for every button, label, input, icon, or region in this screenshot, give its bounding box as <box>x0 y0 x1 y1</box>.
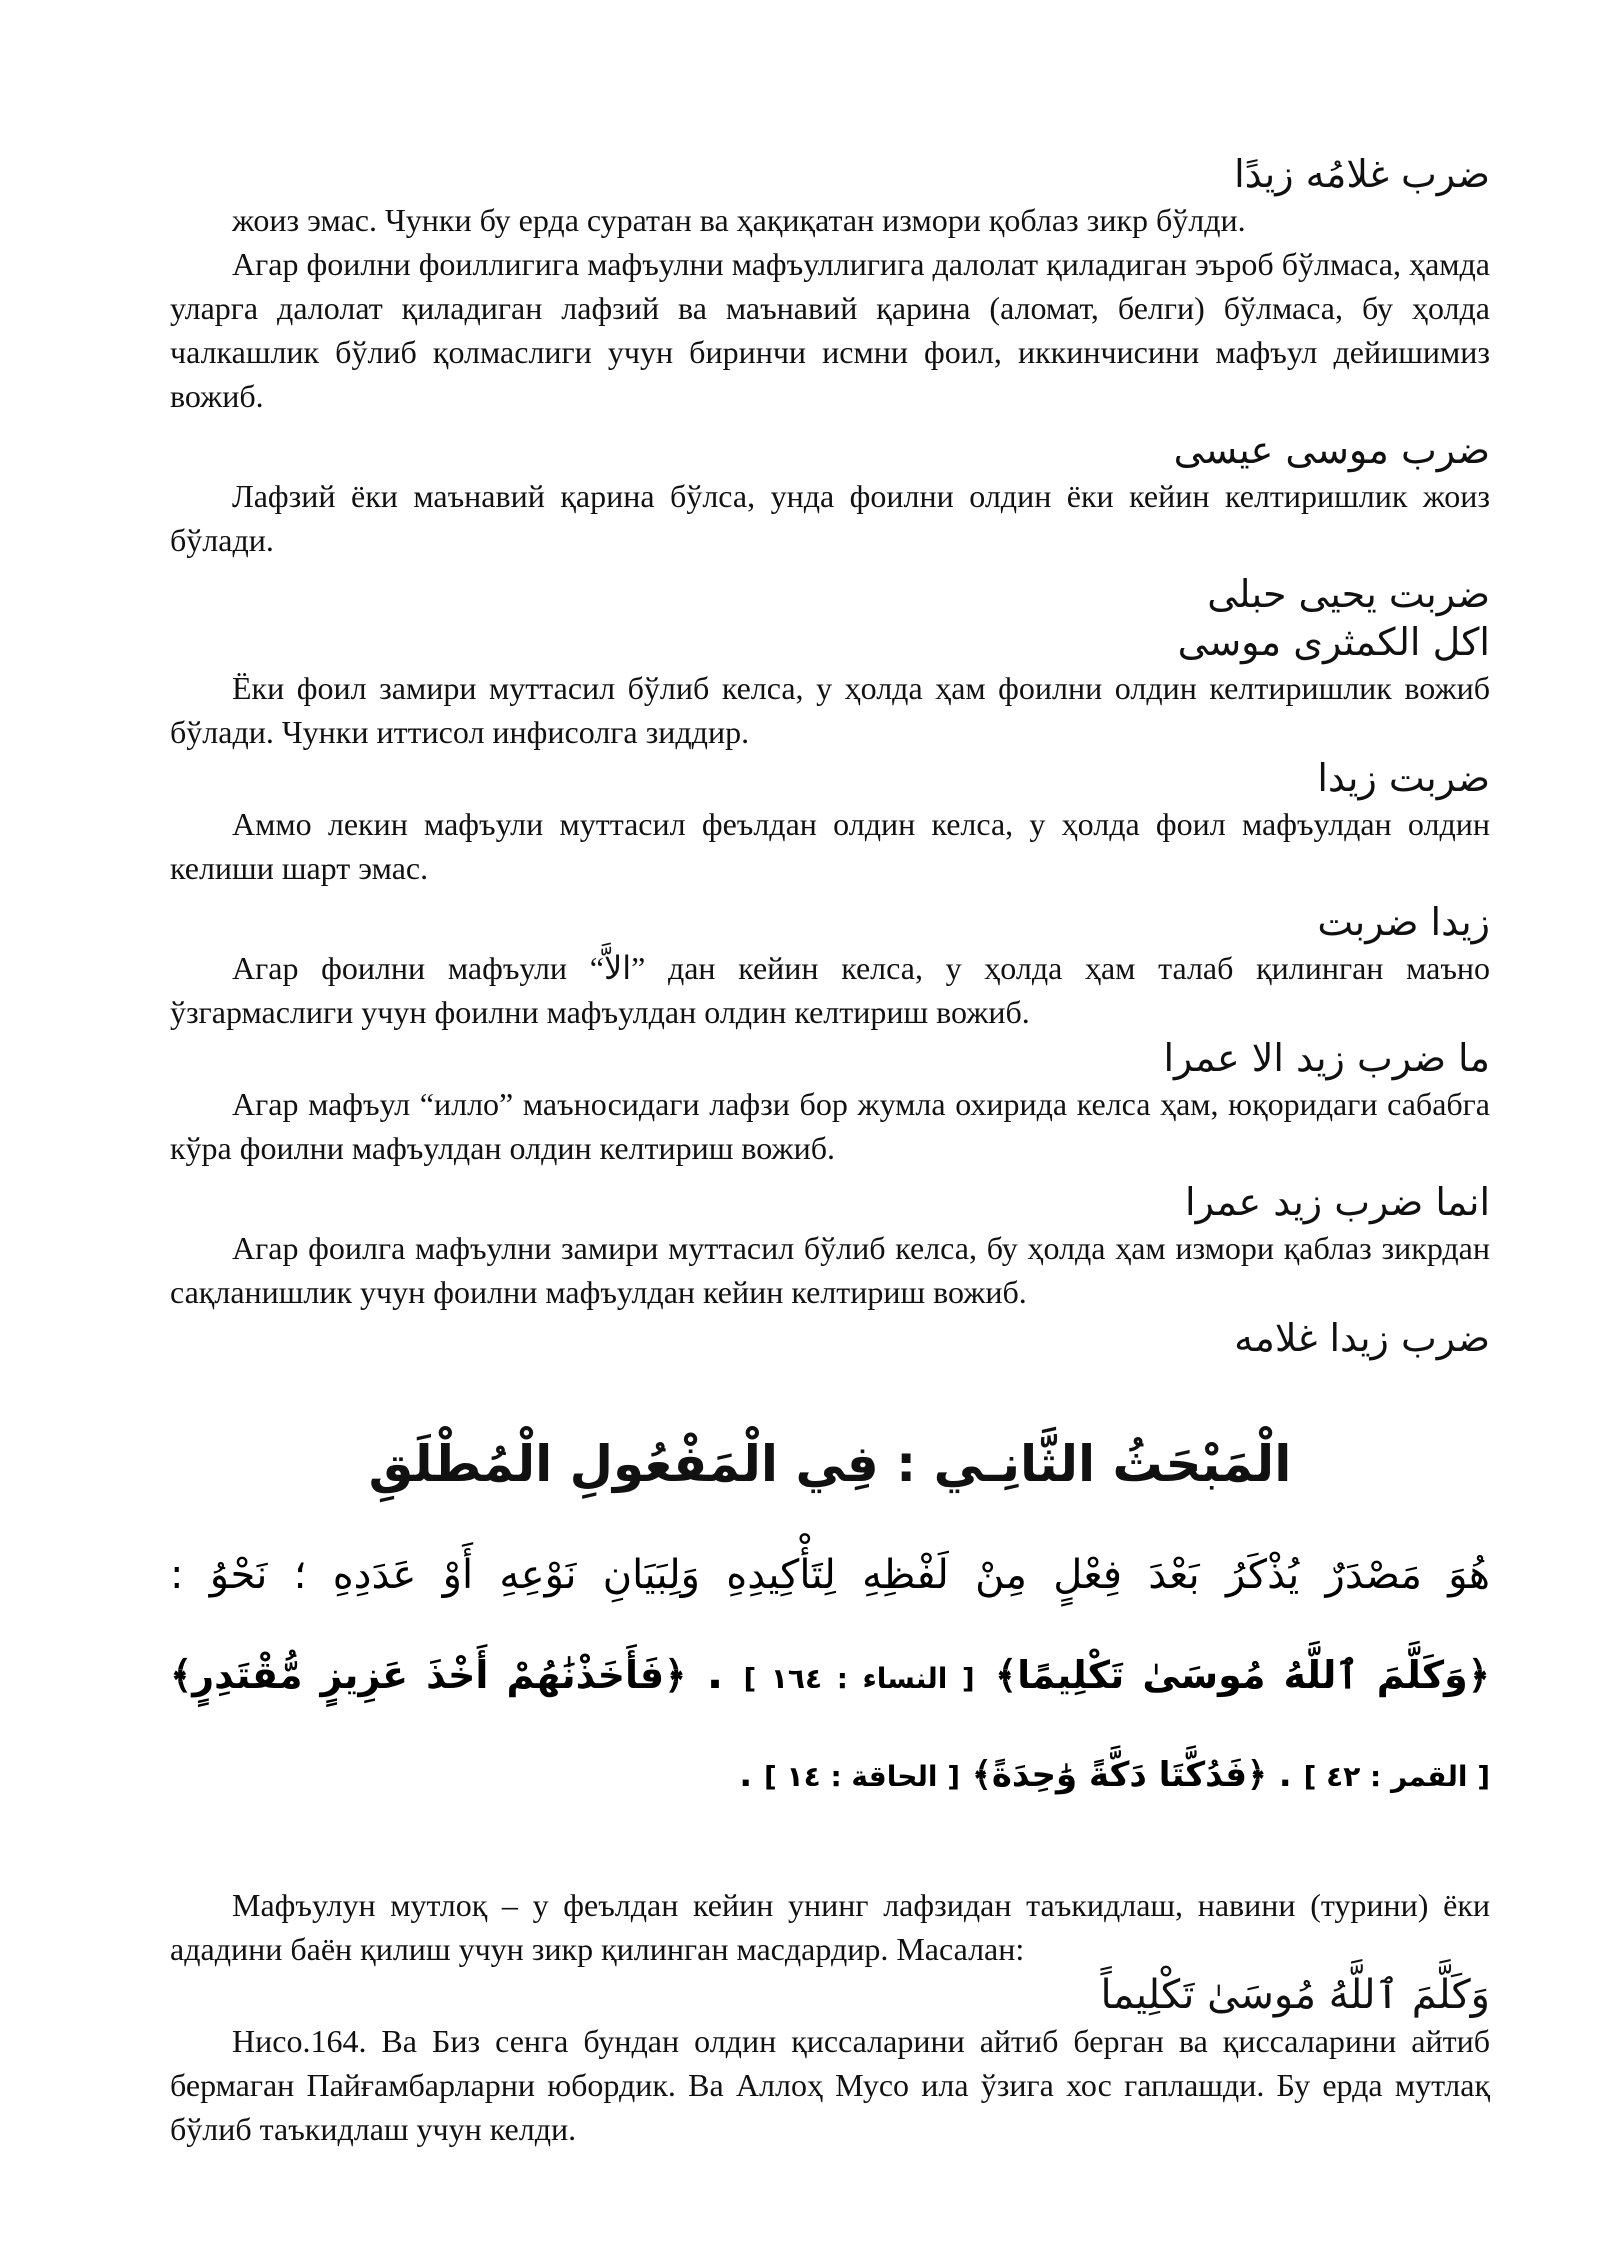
paragraph: Аммо лекин мафъули муттасил феълдан олдин келса, у ҳолда фоил мафъулдан олдин келиши шарт эмас. <box>170 806 1490 886</box>
arabic-example: ضربت زيدا <box>1317 756 1490 800</box>
arabic-example: زيدا ضربت <box>1317 900 1490 944</box>
paragraph-text: ” дан кейин келса, у ҳолда ҳам талаб қилинган маъно ўзгармаслиги учун фоилни мафъулдан олдин келтириш вожиб. <box>170 950 1491 1030</box>
section-heading: الْمَبْحَثُ الثَّانِـي : فِي الْمَفْعُولِ الْمُطْلَقِ <box>368 1435 1292 1493</box>
arabic-inline-illa: الاَّ <box>603 949 632 987</box>
quran-verse: ﴿فَأَخَذْنَٰهُمْ أَخْذَ عَزِيزٍ مُّقْتَدِرٍ﴾ <box>170 1653 687 1697</box>
paragraph: Агар мафъул “илло” маъносидаги лафзи бор жумла охирида келса ҳам, юқоридаги сабабга кўра фоилни мафъулдан олдин келтириш вожиб. <box>170 1086 1490 1166</box>
paragraph: Агар фоилни фоиллигига мафъулни мафъуллигига далолат қиладиган эъроб бўлмаса, ҳамда уларга далолат қиладиган лафзий ва маънавий қарина (аломат, белги) бўлмаса, бу ҳолда чалкашлик бўлиб қолмаслиги учун биринчи исмни фоил, иккинчисини мафъул дейишимиз вожиб. <box>170 246 1490 414</box>
scanned-arabic-excerpt <box>170 1424 1490 1815</box>
paragraph: Лафзий ёки маънавий қарина бўлса, унда фоилни олдин ёки кейин келтиришлик жоиз бўлади. <box>170 478 1490 558</box>
quran-examples-line: ﴿وَكَلَّمَ ٱللَّهُ مُوسَىٰ تَكْلِيمًا﴾ [ النساء : ١٦٤ ] . ﴿فَأَخَذْنَٰهُمْ أَخْذَ عَزِيزٍ مُّقْتَدِرٍ﴾ <box>170 1648 1490 1699</box>
quran-verse: ﴿وَكَلَّمَ ٱللَّهُ مُوسَىٰ تَكْلِيمًا﴾ <box>994 1653 1490 1697</box>
verse-reference: [ القمر : ٤٢ ] <box>1303 1760 1490 1793</box>
paragraph: Агар фоилга мафъулни замири муттасил бўлиб келса, бу ҳолда ҳам измори қаблаз зикрдан сақланишлик учун фоилни мафъулдан кейин келтириш вожиб. <box>170 1230 1490 1310</box>
arabic-example: اكل الكمثرى موسى <box>1177 620 1490 664</box>
arabic-example: ضرب غلامُه زيدًا <box>1234 152 1490 196</box>
paragraph: Ёки фоил замири муттасил бўлиб келса, у ҳолда ҳам фоилни олдин келтиришлик вожиб бўлади. Чунки иттисол инфисолга зиддир. <box>170 670 1490 750</box>
paragraph <box>170 946 1490 1034</box>
verse-reference: [ الحاقة : ١٤ ] <box>763 1760 961 1793</box>
quran-verse: ﴿فَدُكَّتَا دَكَّةً وَٰحِدَةً﴾ <box>971 1755 1267 1795</box>
paragraph: Мафъулун мутлоқ – у феълдан кейин унинг лафзидан таъкидлаш, навини (турини) ёки ададини баён қилиш учун зикр қилинган масдардир. Масалан: <box>170 1887 1490 1967</box>
arabic-example: ضرب زيدا غلامه <box>1234 1316 1490 1360</box>
arabic-example: ما ضرب زيد الا عمرا <box>1163 1036 1490 1080</box>
arabic-example: انما ضرب زيد عمرا <box>1185 1180 1490 1224</box>
arabic-example: ضربت يحيى حبلى <box>1207 572 1490 616</box>
paragraph-text: Агар фоилни мафъули “ <box>232 950 604 986</box>
document-page <box>170 150 1490 2151</box>
definition-line: هُوَ مَصْدَرٌ يُذْكَرُ بَعْدَ فِعْلٍ مِنْ لَفْظِهِ لِتَأْكِيدِهِ وَلِبَيَانِ نَوْعِهِ أَوْ عَدَدِهِ ؛ نَحْوُ : <box>170 1552 1490 1598</box>
arabic-example: ضرب موسى عيسى <box>1173 428 1490 472</box>
quran-examples-line: [ القمر : ٤٢ ] . ﴿فَدُكَّتَا دَكَّةً وَٰحِدَةً﴾ [ الحاقة : ١٤ ] . <box>739 1755 1490 1795</box>
verse-reference: [ النساء : ١٦٤ ] <box>743 1662 975 1695</box>
paragraph: жоиз эмас. Чунки бу ерда суратан ва ҳақиқатан измори қоблаз зикр бўлди. <box>232 202 1246 238</box>
arabic-quran-example: وَكَلَّمَ ٱللَّهُ مُوسَىٰ تَكْلِيماً <box>1100 1972 1490 2018</box>
paragraph: Нисо.164. Ва Биз сенга бундан олдин қиссаларини айтиб берган ва қиссаларини айтиб бермаган Пайғамбарларни юбордик. Ва Аллоҳ Мусо ила ўзига хос гаплашди. Бу ерда мутлақ бўлиб таъкидлаш учун келди. <box>170 2023 1490 2147</box>
